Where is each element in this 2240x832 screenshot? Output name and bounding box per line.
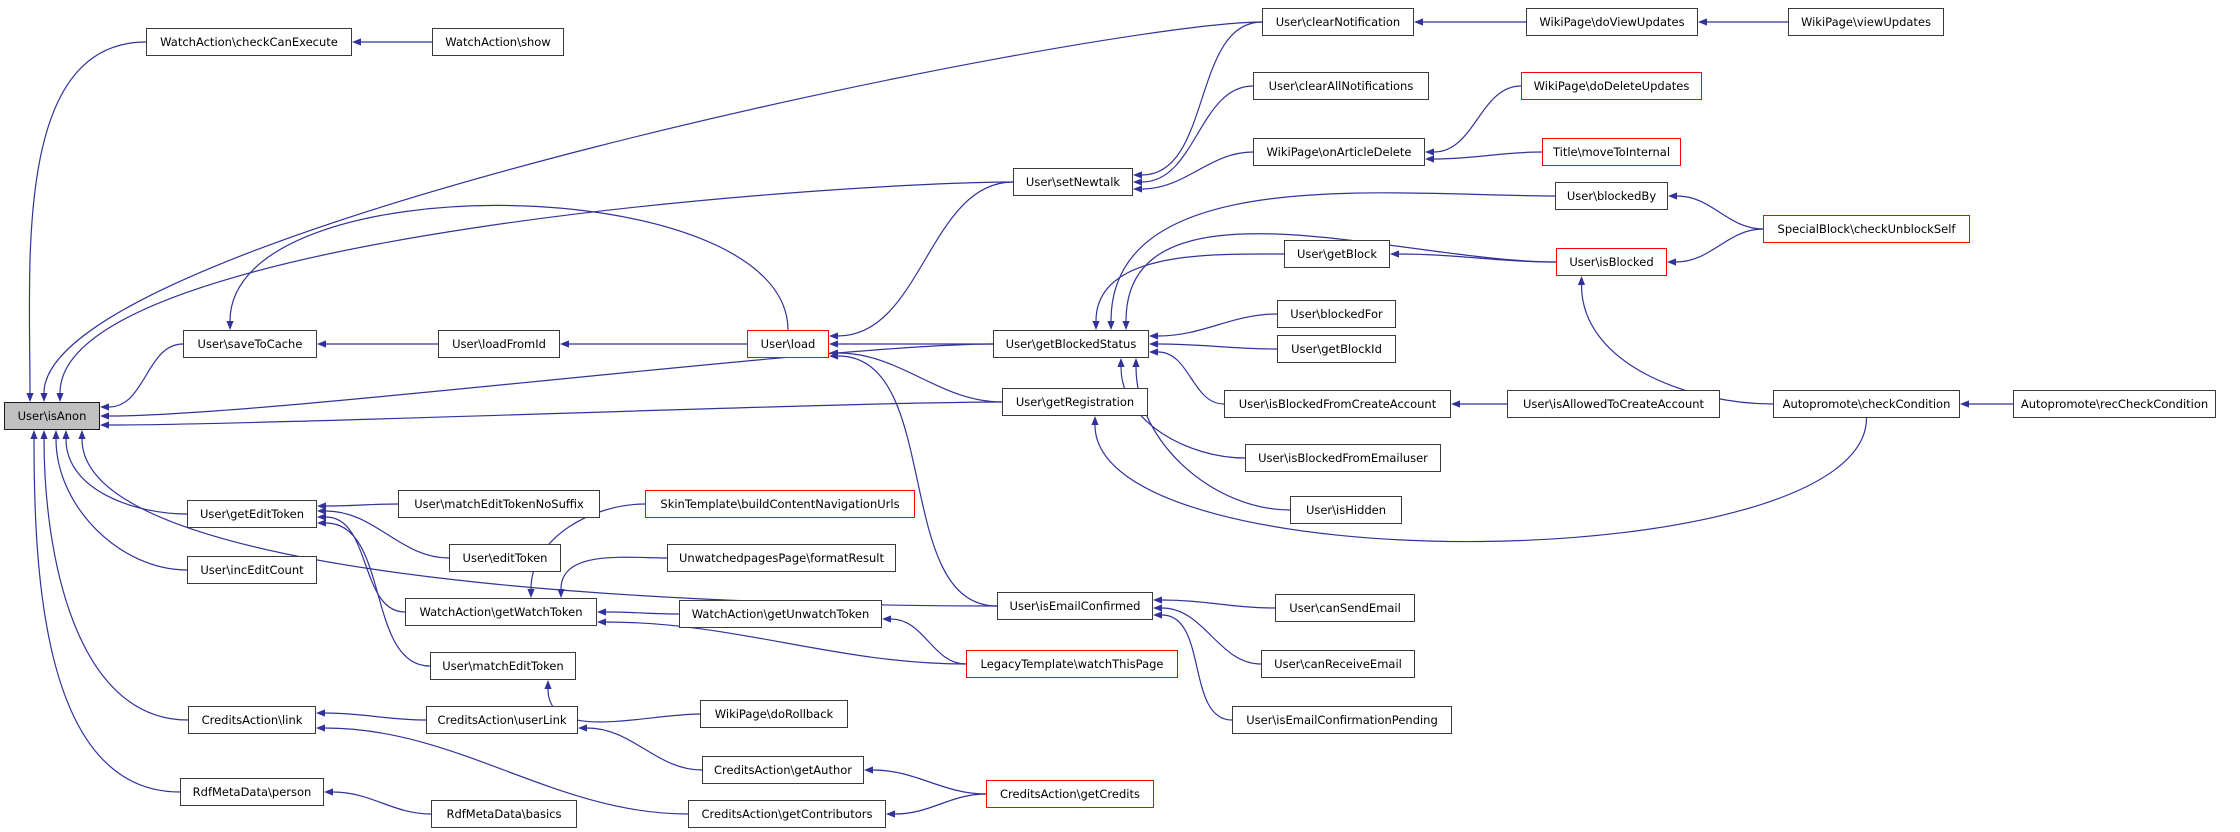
node-label: Autopromote\recCheckCondition: [2020, 397, 2209, 411]
graph-node-loadFromId[interactable]: [438, 330, 560, 358]
node-label: WikiPage\doDeleteUpdates: [1533, 79, 1690, 93]
graph-node-isEmailConfirmationPending[interactable]: [1232, 706, 1452, 734]
node-label: User\canSendEmail: [1289, 601, 1401, 615]
graph-node-getUnwatchToken[interactable]: [679, 600, 882, 628]
graph-node-getCredits[interactable]: [986, 780, 1154, 808]
graph-node-isBlockedFromEmailuser[interactable]: [1245, 444, 1441, 472]
node-label: User\getRegistration: [1015, 395, 1135, 409]
graph-node-setNewtalk[interactable]: [1013, 168, 1133, 196]
graph-node-clearNotification[interactable]: [1262, 8, 1414, 36]
node-label: User\isHidden: [1305, 503, 1387, 517]
node-label: User\isBlockedFromCreateAccount: [1238, 397, 1437, 411]
node-label: User\load: [760, 337, 816, 351]
graph-node-basics[interactable]: [431, 800, 577, 828]
graph-node-onArticleDelete[interactable]: [1253, 138, 1425, 166]
node-label: RdfMetaData\person: [192, 785, 312, 799]
graph-node-isAnon[interactable]: [4, 402, 100, 430]
graph-node-blockedFor[interactable]: [1277, 300, 1396, 328]
graph-node-clearAllNotifications[interactable]: [1253, 72, 1429, 100]
node-label: LegacyTemplate\watchThisPage: [980, 657, 1164, 671]
node-label: User\getEditToken: [200, 507, 304, 521]
graph-node-formatResult[interactable]: [667, 544, 896, 572]
node-label: WikiPage\doRollback: [714, 707, 834, 721]
node-label: User\getBlockedStatus: [1005, 337, 1137, 351]
graph-node-getAuthor[interactable]: [702, 756, 864, 784]
graph-node-canReceiveEmail[interactable]: [1261, 650, 1415, 678]
graph-node-isHidden[interactable]: [1290, 496, 1402, 524]
graph-node-recCheckCondition[interactable]: [2013, 390, 2216, 418]
node-label: User\matchEditTokenNoSuffix: [414, 497, 584, 511]
graph-node-doViewUpdates[interactable]: [1526, 8, 1698, 36]
node-label: User\clearNotification: [1275, 15, 1401, 29]
graph-node-doRollback[interactable]: [700, 700, 848, 728]
graph-node-matchEditTokenNoSuffix[interactable]: [398, 490, 600, 518]
node-label: User\loadFromId: [452, 337, 546, 351]
node-label: WatchAction\getUnwatchToken: [691, 607, 870, 621]
node-label: CreditsAction\link: [201, 713, 303, 727]
graph-node-getRegistration[interactable]: [1002, 388, 1148, 416]
node-label: SkinTemplate\buildContentNavigationUrls: [660, 497, 900, 511]
graph-node-viewUpdates[interactable]: [1788, 8, 1944, 36]
node-label: WikiPage\onArticleDelete: [1266, 145, 1412, 159]
graph-node-watchThisPage[interactable]: [966, 650, 1178, 678]
graph-node-doDeleteUpdates[interactable]: [1521, 72, 1702, 100]
node-label: User\matchEditToken: [442, 659, 564, 673]
node-label: WikiPage\viewUpdates: [1800, 15, 1931, 29]
graph-node-isBlocked[interactable]: [1556, 248, 1667, 276]
graph-node-getContributors[interactable]: [688, 800, 886, 828]
node-label: User\getBlockId: [1291, 342, 1382, 356]
node-label: CreditsAction\userLink: [437, 713, 567, 727]
node-label: User\isBlocked: [1569, 255, 1654, 269]
node-label: User\setNewtalk: [1025, 175, 1121, 189]
node-label: Autopromote\checkCondition: [1782, 397, 1951, 411]
graph-node-getEditToken[interactable]: [187, 500, 317, 528]
node-label: CreditsAction\getContributors: [701, 807, 873, 821]
graph-node-moveToInternal[interactable]: [1542, 138, 1681, 166]
graph-node-editToken[interactable]: [449, 544, 561, 572]
graph-node-getBlock[interactable]: [1284, 240, 1390, 268]
node-label: WatchAction\checkCanExecute: [160, 35, 338, 49]
graph-node-getWatchToken[interactable]: [405, 598, 597, 626]
node-label: User\blockedFor: [1290, 307, 1383, 321]
node-label: UnwatchedpagesPage\formatResult: [679, 551, 884, 565]
node-label: WatchAction\show: [445, 35, 551, 49]
graph-node-isBlockedFromCreateAccount[interactable]: [1224, 390, 1451, 418]
graph-node-isEmailConfirmed[interactable]: [997, 592, 1153, 620]
node-label: User\clearAllNotifications: [1268, 79, 1414, 93]
graph-node-saveToCache[interactable]: [183, 330, 317, 358]
node-label: WikiPage\doViewUpdates: [1539, 15, 1685, 29]
node-label: User\saveToCache: [197, 337, 303, 351]
graph-node-checkUnblockSelf[interactable]: [1763, 215, 1970, 243]
node-label: User\isEmailConfirmationPending: [1246, 713, 1438, 727]
graph-node-blockedBy[interactable]: [1555, 182, 1668, 210]
node-label: User\getBlock: [1296, 247, 1378, 261]
graph-node-userLink[interactable]: [426, 706, 578, 734]
graph-node-matchEditToken[interactable]: [430, 652, 576, 680]
node-label: User\incEditCount: [200, 563, 304, 577]
graph-node-checkCondition[interactable]: [1773, 390, 1960, 418]
node-label: User\blockedBy: [1566, 189, 1657, 203]
node-label: User\isEmailConfirmed: [1009, 599, 1141, 613]
node-label: User\isBlockedFromEmailuser: [1258, 451, 1428, 465]
node-label: CreditsAction\getCredits: [1000, 787, 1140, 801]
graph-node-load[interactable]: [747, 330, 829, 358]
graph-node-getBlockedStatus[interactable]: [993, 330, 1149, 358]
node-label: Title\moveToInternal: [1552, 145, 1671, 159]
graph-node-checkCanExecute[interactable]: [146, 28, 352, 56]
node-label: CreditsAction\getAuthor: [713, 763, 853, 777]
graph-node-link[interactable]: [188, 706, 316, 734]
node-label: SpecialBlock\checkUnblockSelf: [1777, 222, 1956, 236]
graph-node-isAllowedToCreateAccount[interactable]: [1507, 390, 1720, 418]
node-label: User\isAnon: [17, 409, 87, 423]
node-label: User\isAllowedToCreateAccount: [1522, 397, 1705, 411]
graph-node-person[interactable]: [180, 778, 324, 806]
node-label: User\editToken: [462, 551, 548, 565]
graph-node-canSendEmail[interactable]: [1275, 594, 1415, 622]
graph-node-getBlockId[interactable]: [1277, 335, 1396, 363]
node-label: User\canReceiveEmail: [1274, 657, 1402, 671]
graph-node-incEditCount[interactable]: [187, 556, 317, 584]
node-label: RdfMetaData\basics: [446, 807, 562, 821]
graph-node-show[interactable]: [432, 28, 564, 56]
node-label: WatchAction\getWatchToken: [419, 605, 583, 619]
graph-node-buildContentNavigationUrls[interactable]: [645, 490, 915, 518]
